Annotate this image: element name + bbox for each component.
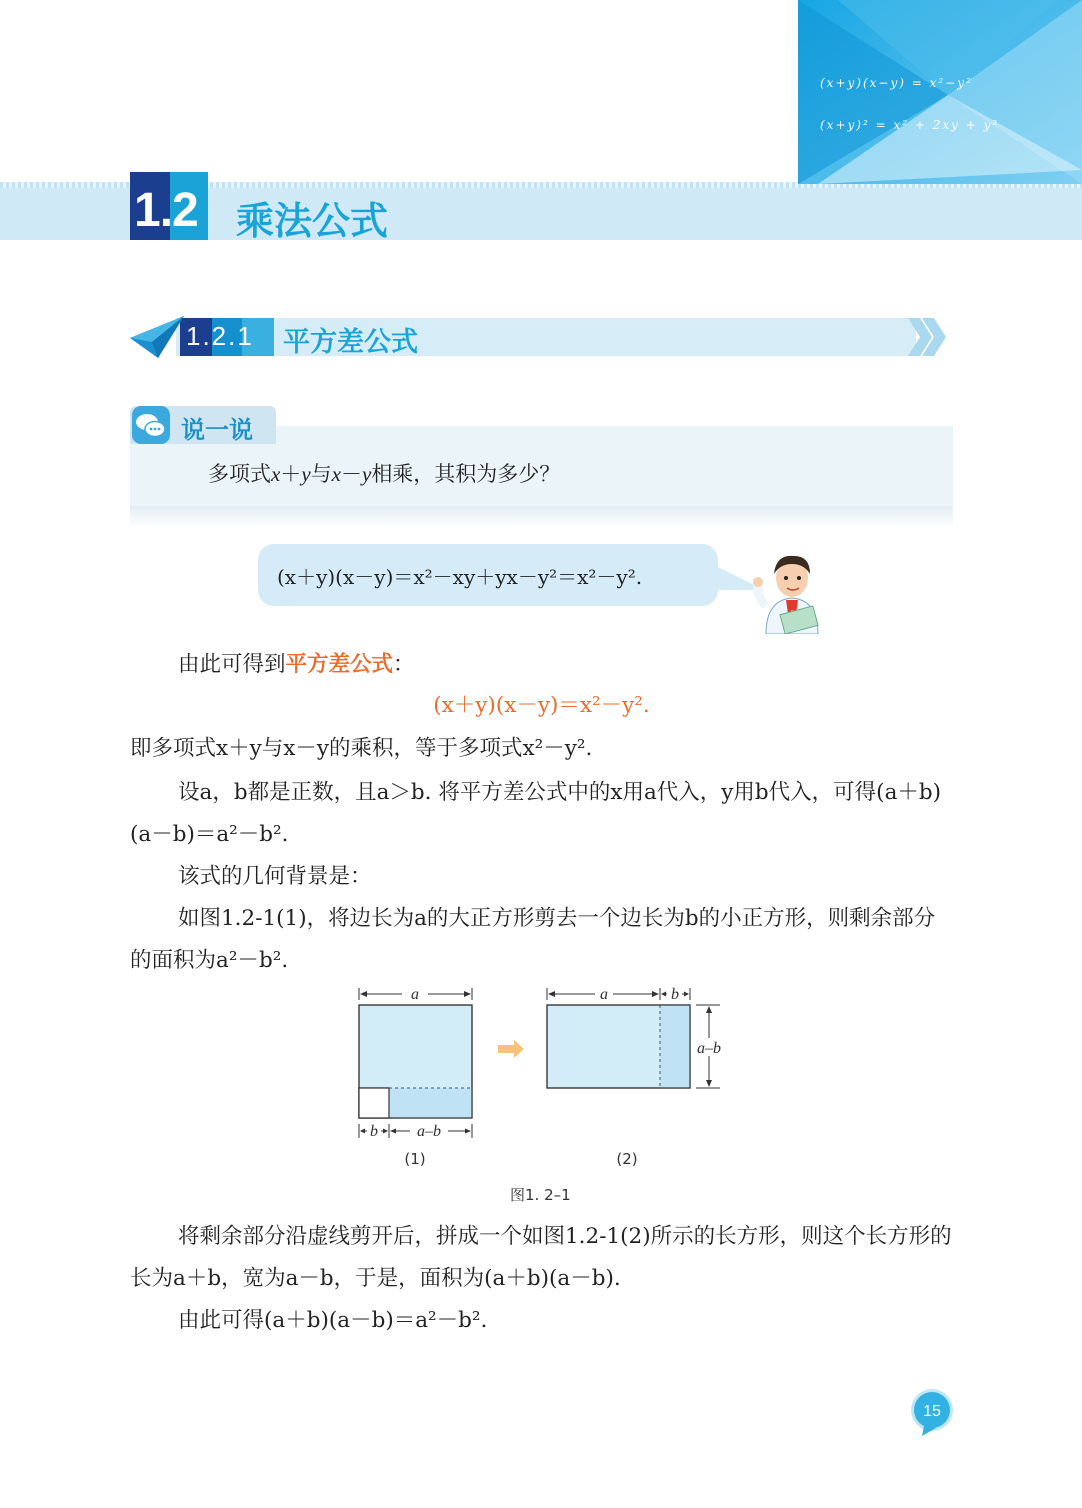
figure-caption: 图1. 2–1 (510, 1186, 571, 1204)
chat-bubble-icon (131, 405, 171, 445)
svg-text:a: a (411, 986, 419, 1003)
paragraph-rectangle: 将剩余部分沿虚线剪开后，拼成一个如图1.2-1(2)所示的长方形，则这个长方形的长为a＋b，宽为a－b，于是，面积为(a＋b)(a－b). (130, 1224, 952, 1291)
figure-square-diagram (359, 986, 721, 1140)
talk-label: 说一说 (181, 416, 253, 444)
figure-sub-label-2: (2) (616, 1150, 638, 1168)
paragraph-figure-1: 如图1.2-1(1)，将边长为a的大正方形剪去一个边长为b的小正方形，则剩余部分的面积为a²－b². (130, 906, 936, 973)
talk-question: 多项式x＋y与x－y相乘，其积为多少？ (208, 462, 561, 486)
formula-term: 平方差公式 (285, 652, 394, 677)
student-figure-icon (752, 548, 832, 634)
chevron-right-icon (908, 318, 954, 356)
paragraph-product: 即多项式x＋y与x－y的乘积，等于多项式x²－y². (130, 736, 593, 761)
svg-text:a–b: a–b (417, 1123, 441, 1140)
paragraph-conclusion: 由此可得(a＋b)(a－b)＝a²－b². (178, 1308, 488, 1333)
figure-sub-label-1: (1) (404, 1150, 426, 1168)
speech-bubble-expression: (x＋y)(x－y)＝x²－xy＋yx－y²＝x²－y². (277, 565, 643, 589)
subsection-number: 1.2.1 (186, 321, 254, 351)
talk-box-shadow (130, 506, 953, 528)
svg-text:a: a (600, 986, 608, 1003)
paragraph-geometric-background: 该式的几何背景是： (178, 864, 372, 889)
svg-text:b: b (671, 986, 679, 1003)
section-number: 1.2 (134, 184, 198, 237)
subsection-title: 平方差公式 (283, 327, 418, 358)
paragraph-intro: 由此可得到平方差公式： (178, 652, 415, 677)
paper-plane-icon (128, 312, 186, 362)
corner-formula-1: (x+y)(x−y) = x²−y² (820, 76, 973, 90)
corner-decoration (798, 0, 1082, 184)
difference-of-squares-formula: (x＋y)(x－y)＝x²－y². (433, 693, 650, 718)
svg-text:a–b: a–b (697, 1040, 721, 1057)
corner-formula-2: (x+y)² = x² + 2xy + y² (820, 118, 1000, 132)
page-number: 15 (923, 1403, 941, 1420)
figure-1-2-1 (340, 982, 740, 1172)
paragraph-substitution: 设a，b都是正数，且a＞b. 将平方差公式中的x用a代入，y用b代入，可得(a＋b)(a－b)＝a²－b². (130, 780, 942, 847)
svg-text:b: b (370, 1123, 378, 1140)
section-title: 乘法公式 (236, 199, 389, 243)
